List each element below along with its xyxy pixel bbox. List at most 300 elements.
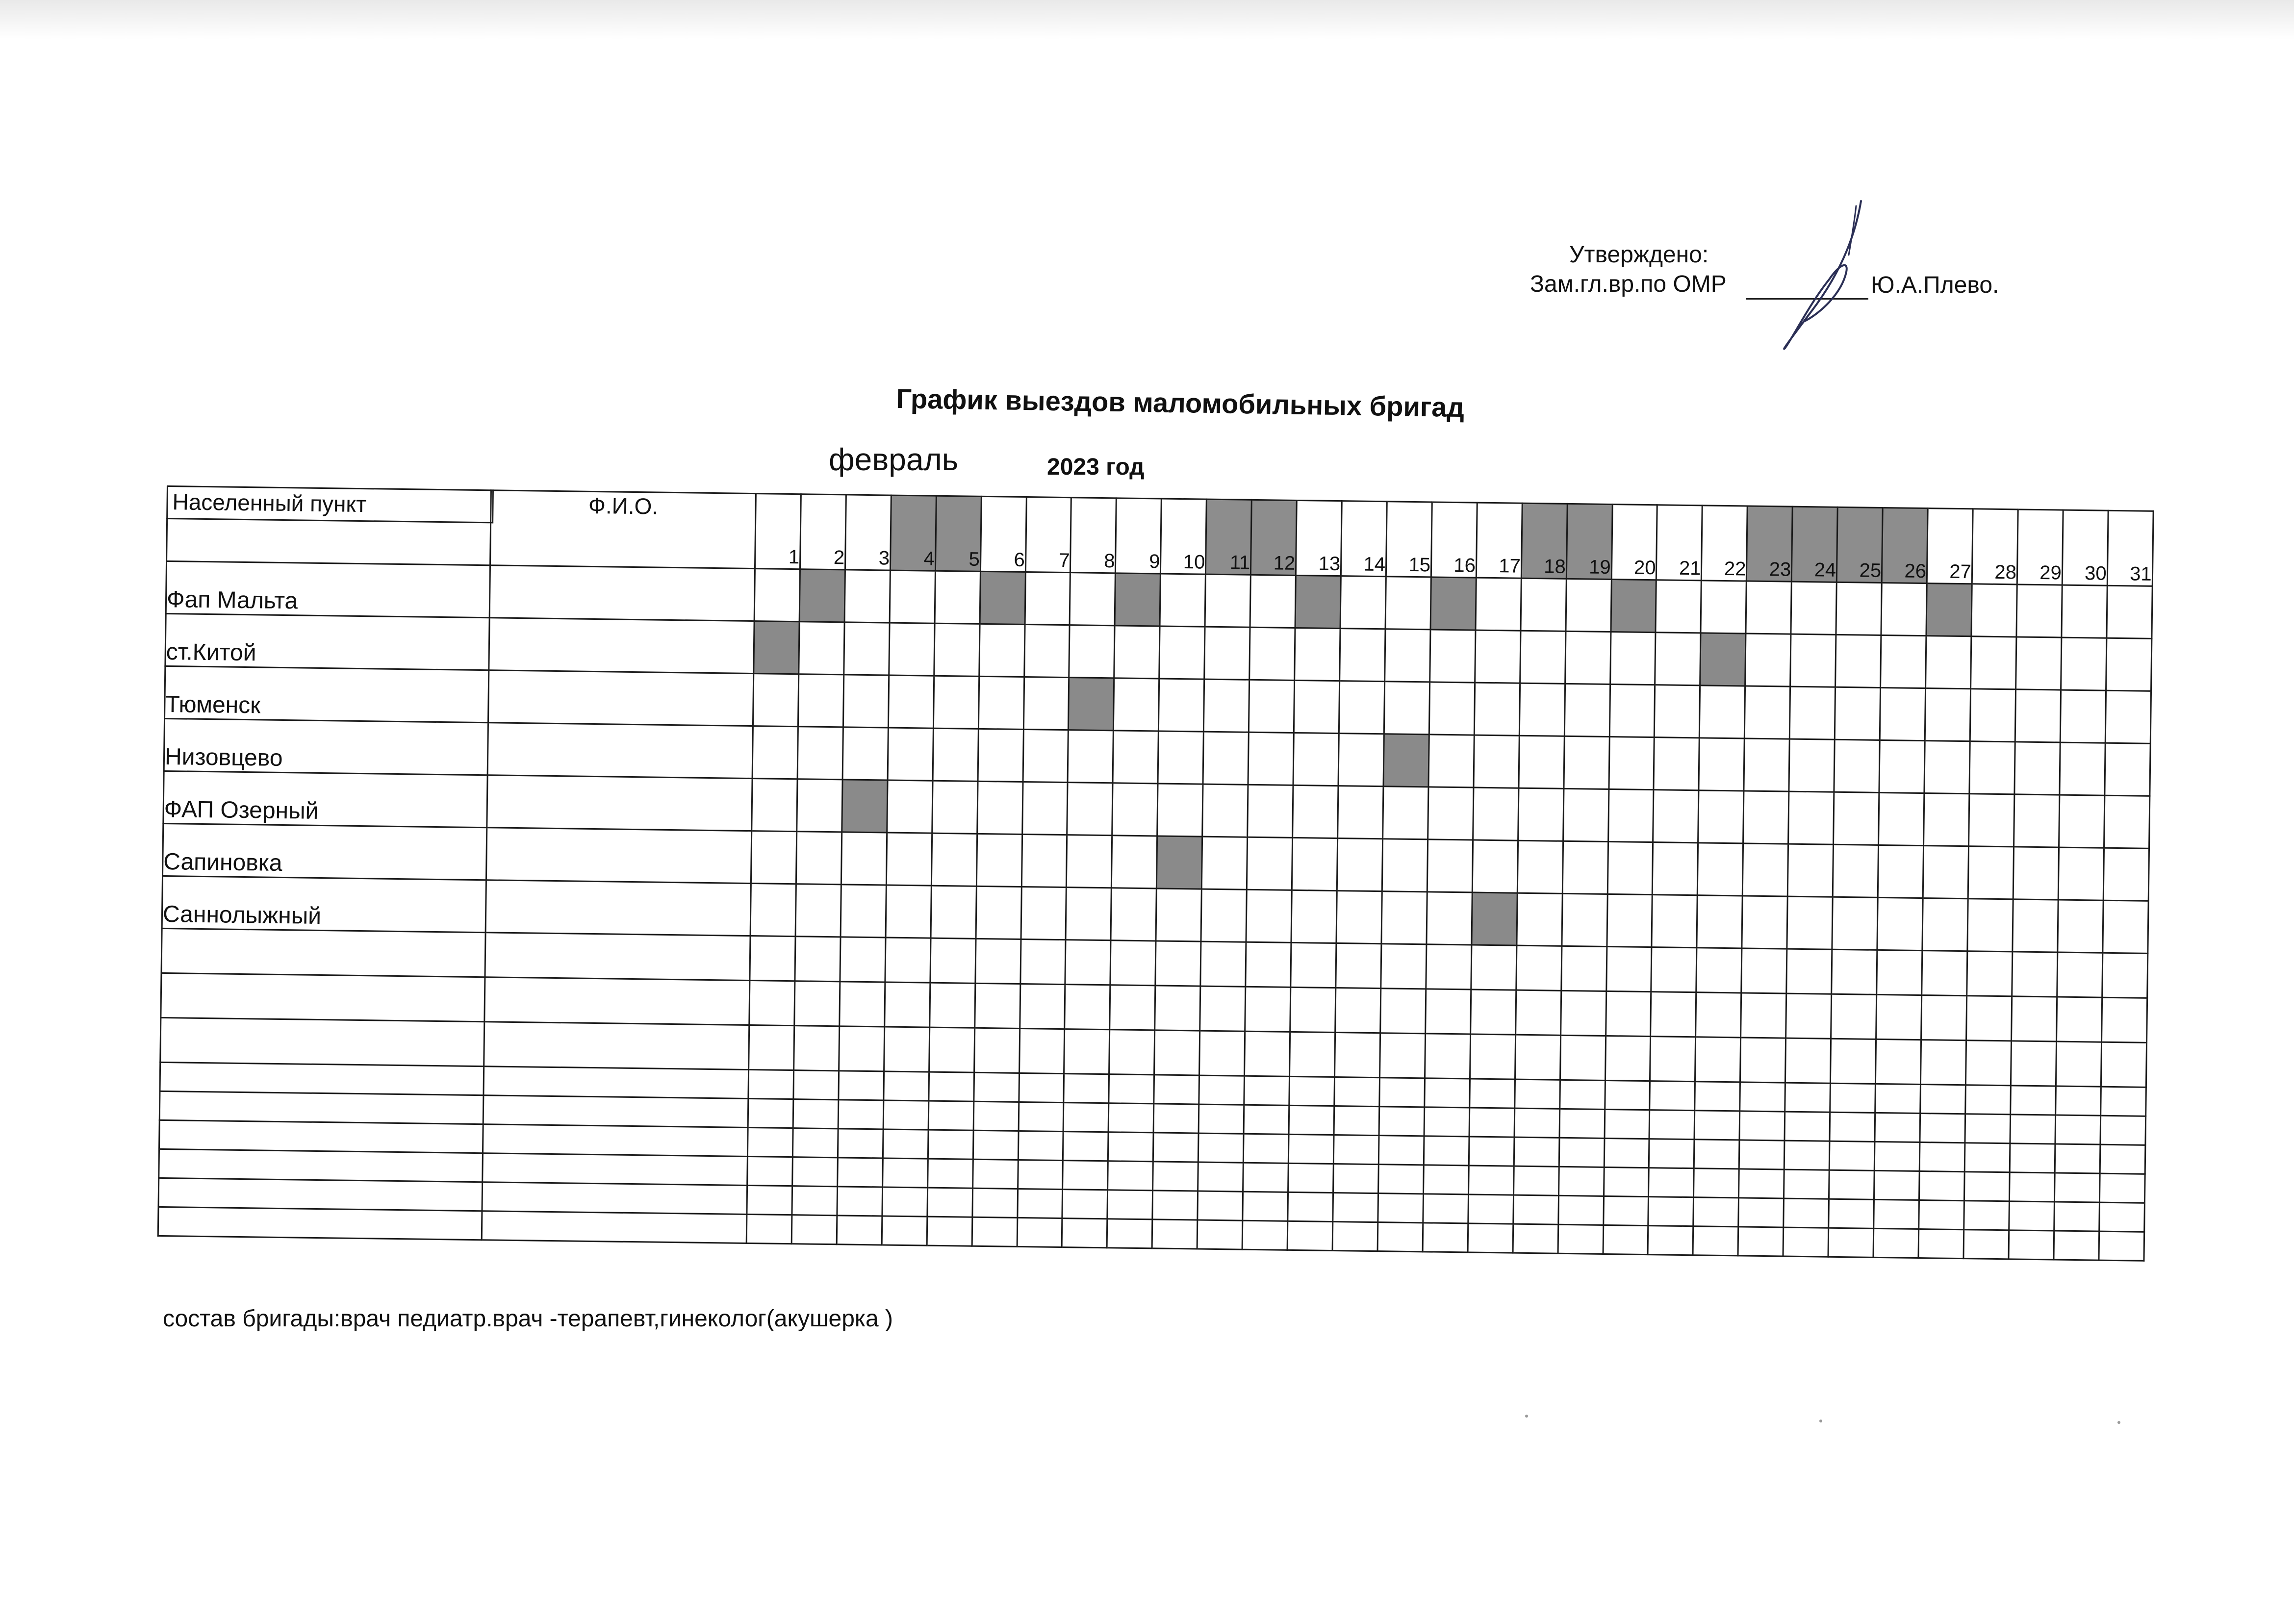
empty-cell [1876, 994, 1922, 1040]
visit-day-cell [1069, 678, 1114, 731]
day-cell [1787, 896, 1833, 949]
settlement-name: ст.Китой [165, 613, 489, 670]
empty-cell [1200, 986, 1246, 1031]
empty-cell [1920, 1040, 1966, 1085]
day-cell [2013, 899, 2058, 952]
empty-cell [1965, 1114, 2011, 1143]
fio-cell [489, 565, 755, 621]
day-header: 29 [2017, 509, 2063, 585]
day-header: 20 [1611, 505, 1657, 580]
day-cell [977, 781, 1022, 834]
empty-cell [1785, 1038, 1831, 1083]
day-header: 16 [1431, 502, 1477, 578]
day-cell [1971, 584, 2017, 637]
day-cell [1608, 737, 1654, 790]
empty-cell [1288, 1134, 1334, 1164]
empty-cell [1560, 1035, 1606, 1080]
empty-cell [1425, 989, 1471, 1034]
empty-cell [1649, 1139, 1695, 1168]
empty-cell [1244, 1076, 1290, 1105]
empty-cell [1965, 1040, 2011, 1086]
day-cell [1746, 581, 1791, 634]
empty-cell [1425, 1078, 1470, 1108]
empty-cell [1469, 1108, 1515, 1137]
empty-cell [747, 1156, 793, 1186]
settlement-name: Саннолыжный [162, 876, 486, 932]
scan-speck [1819, 1420, 1822, 1422]
empty-cell [1289, 1105, 1334, 1135]
day-cell [1473, 787, 1518, 840]
day-cell [1521, 578, 1566, 631]
empty-cell [1694, 1168, 1739, 1198]
empty-cell [1335, 988, 1381, 1033]
day-cell [797, 779, 842, 832]
day-cell [1474, 683, 1520, 736]
empty-cell [930, 938, 976, 983]
empty-cell [1245, 1031, 1290, 1076]
empty-cell [1739, 1140, 1785, 1169]
empty-cell [1064, 1103, 1109, 1132]
empty-cell [1513, 1166, 1559, 1195]
empty-cell [746, 1214, 792, 1243]
brigade-composition-note: состав бригады:врач педиатр.врач -терапевт,гинеколог(акушерка ) [163, 1306, 893, 1332]
settlement-name: ФАП Озерный [163, 771, 487, 827]
empty-cell [749, 1025, 794, 1070]
empty-cell [1423, 1194, 1469, 1223]
header-place: Населенный пункт [167, 486, 491, 565]
empty-cell [1561, 946, 1606, 991]
day-cell [1518, 788, 1563, 841]
empty-cell [929, 1072, 974, 1101]
day-header: 22 [1702, 506, 1748, 581]
empty-cell [927, 1159, 973, 1188]
settlement-name: Фап Мальта [166, 561, 490, 618]
day-cell [887, 780, 932, 833]
day-header: 15 [1386, 502, 1432, 577]
fio-cell [489, 618, 754, 674]
day-cell [1246, 889, 1292, 942]
day-header: 9 [1116, 498, 1162, 574]
day-cell [1204, 627, 1250, 680]
day-cell [1293, 785, 1338, 838]
empty-cell [1830, 1083, 1876, 1113]
scan-speck [2117, 1421, 2120, 1424]
empty-cell [1062, 1190, 1108, 1219]
schedule-table-wrapper [157, 485, 2153, 1305]
empty-cell [839, 1071, 884, 1100]
empty-cell [1649, 1168, 1694, 1197]
empty-cell [1694, 1140, 1740, 1169]
day-cell [2102, 900, 2148, 953]
empty-cell [1965, 1085, 2011, 1115]
day-cell [1112, 783, 1158, 836]
day-cell [1070, 573, 1116, 626]
visit-day-cell [1430, 577, 1476, 630]
empty-cell [1964, 1143, 2010, 1172]
empty-cell [483, 1095, 748, 1128]
day-cell [2016, 584, 2062, 637]
empty-cell [1739, 1111, 1785, 1141]
day-cell [1340, 576, 1386, 629]
empty-cell [1514, 1108, 1560, 1138]
empty-cell [1514, 1137, 1559, 1167]
empty-cell [1423, 1165, 1469, 1194]
day-header: 18 [1521, 503, 1567, 579]
day-cell [888, 675, 934, 728]
day-cell [1021, 834, 1067, 887]
day-cell [1652, 895, 1697, 948]
day-cell [931, 886, 976, 939]
empty-cell [484, 1022, 749, 1070]
empty-cell [1378, 1165, 1424, 1194]
empty-cell [1108, 1161, 1153, 1191]
empty-cell [1424, 1107, 1470, 1137]
day-cell [844, 570, 890, 623]
day-cell [1790, 634, 1836, 687]
day-header: 27 [1927, 508, 1973, 584]
empty-cell [1740, 1082, 1785, 1112]
empty-cell [1019, 1028, 1065, 1073]
day-header: 8 [1071, 498, 1117, 573]
empty-cell [837, 1158, 883, 1187]
empty-cell [1153, 1104, 1199, 1133]
empty-cell [2100, 1144, 2145, 1174]
day-cell [2059, 795, 2104, 848]
day-cell [2062, 585, 2107, 638]
visit-day-cell [1295, 575, 1341, 628]
day-cell [1880, 687, 1925, 740]
day-cell [841, 885, 886, 938]
day-cell [1698, 843, 1743, 896]
day-cell [1834, 792, 1879, 845]
settlement-name: Сапиновка [162, 823, 486, 880]
day-cell [1021, 887, 1067, 939]
empty-cell [1919, 1142, 1965, 1172]
day-header: 3 [845, 495, 891, 570]
empty-cell [2102, 953, 2147, 998]
fio-cell [488, 670, 753, 726]
day-cell [1924, 741, 1970, 794]
empty-cell [882, 1216, 927, 1245]
day-cell [978, 729, 1023, 782]
day-cell [1156, 888, 1201, 941]
day-cell [979, 624, 1024, 677]
empty-cell [975, 939, 1020, 984]
empty-cell [1200, 941, 1246, 987]
empty-cell [1470, 1034, 1515, 1079]
day-cell [844, 622, 890, 675]
day-cell [1700, 685, 1745, 738]
empty-cell [1740, 1038, 1786, 1083]
empty-cell [1110, 985, 1155, 1030]
empty-cell [1424, 1136, 1469, 1166]
day-cell [1925, 688, 1970, 741]
empty-cell [1829, 1170, 1875, 1199]
empty-cell [1604, 1138, 1650, 1167]
day-cell [1563, 788, 1608, 841]
empty-cell [2011, 996, 2057, 1041]
empty-cell [927, 1188, 973, 1217]
day-cell [1249, 680, 1294, 733]
empty-cell [1290, 1032, 1335, 1077]
day-cell [799, 622, 844, 675]
empty-cell [2010, 1086, 2056, 1115]
month-label: февраль [829, 442, 959, 477]
day-cell [1205, 574, 1250, 627]
empty-cell [161, 973, 485, 1021]
empty-cell [1333, 1193, 1378, 1222]
empty-cell [1333, 1164, 1379, 1193]
empty-cell [1696, 992, 1741, 1038]
empty-cell [2101, 997, 2147, 1042]
empty-cell [749, 981, 795, 1026]
empty-cell [1920, 1114, 1965, 1143]
empty-cell [1648, 1226, 1693, 1255]
day-cell [1653, 842, 1698, 895]
empty-cell [1155, 986, 1200, 1031]
empty-cell [2011, 1041, 2056, 1086]
day-header: 23 [1747, 506, 1793, 582]
day-cell [933, 676, 979, 729]
day-cell [1249, 627, 1295, 680]
empty-cell [1332, 1221, 1378, 1251]
empty-cell [158, 1207, 482, 1240]
empty-cell [1967, 951, 2013, 996]
day-cell [1607, 841, 1653, 894]
day-cell [1923, 846, 1968, 899]
empty-cell [929, 983, 975, 1028]
visit-day-cell [980, 571, 1025, 624]
day-header: 17 [1476, 503, 1522, 578]
day-cell [1067, 783, 1113, 836]
day-cell [886, 885, 931, 938]
day-cell [1606, 894, 1652, 947]
scan-speck [1525, 1415, 1528, 1418]
day-cell [888, 728, 933, 781]
day-cell [841, 832, 887, 885]
day-cell [1879, 792, 1924, 845]
empty-cell [160, 1017, 484, 1066]
empty-cell [1243, 1134, 1289, 1163]
empty-cell [1333, 1135, 1379, 1165]
empty-cell [1198, 1191, 1243, 1220]
day-cell [1476, 578, 1521, 631]
day-header: 21 [1657, 505, 1703, 581]
empty-cell [1019, 1073, 1064, 1102]
empty-cell [1288, 1163, 1334, 1193]
empty-cell [840, 937, 886, 982]
empty-cell [1695, 1037, 1741, 1082]
day-cell [2104, 795, 2149, 848]
day-cell [1201, 889, 1247, 942]
day-cell [1968, 794, 2014, 847]
empty-cell [1425, 1034, 1470, 1079]
empty-cell [837, 1187, 883, 1216]
empty-cell [1290, 987, 1336, 1032]
day-cell [1202, 837, 1248, 889]
day-cell [933, 728, 978, 781]
empty-cell [2100, 1116, 2146, 1145]
day-cell [1609, 685, 1655, 737]
empty-cell [2054, 1173, 2100, 1202]
empty-cell [1379, 1033, 1425, 1078]
day-cell [978, 676, 1024, 729]
empty-cell [1741, 948, 1787, 993]
empty-cell [1784, 1169, 1830, 1199]
day-cell [1610, 632, 1656, 685]
empty-cell [928, 1130, 973, 1159]
empty-cell [1829, 1141, 1875, 1170]
empty-cell [484, 1066, 749, 1099]
empty-cell [1242, 1220, 1288, 1250]
day-cell [1565, 631, 1610, 684]
document-title: График выездов маломобильных бригад [895, 382, 1465, 423]
day-cell [1566, 579, 1611, 632]
empty-cell [791, 1215, 837, 1244]
day-cell [1836, 582, 1882, 635]
day-cell [1381, 891, 1427, 944]
day-cell [1113, 731, 1158, 784]
empty-cell [747, 1185, 792, 1215]
empty-cell [884, 1071, 929, 1101]
empty-cell [159, 1149, 483, 1182]
empty-cell [793, 1070, 839, 1100]
day-header: 25 [1836, 507, 1883, 583]
empty-cell [158, 1178, 483, 1211]
empty-cell [1558, 1224, 1604, 1254]
fio-cell [486, 828, 751, 884]
day-cell [1292, 837, 1337, 890]
empty-cell [1245, 987, 1291, 1032]
empty-cell [2056, 1041, 2101, 1087]
day-cell [1745, 686, 1790, 739]
day-cell [935, 571, 980, 624]
day-cell [1697, 895, 1742, 948]
empty-cell [1695, 1082, 1740, 1111]
empty-cell [1377, 1222, 1423, 1252]
day-cell [1564, 684, 1610, 736]
day-cell [889, 623, 935, 676]
day-cell [2105, 743, 2150, 796]
day-cell [1340, 629, 1385, 682]
visit-day-cell [1610, 580, 1656, 633]
empty-cell [2099, 1231, 2144, 1261]
empty-cell [2009, 1201, 2055, 1231]
empty-cell [1514, 1079, 1560, 1109]
empty-cell [160, 1062, 484, 1095]
day-cell [1429, 630, 1475, 683]
day-cell [2060, 690, 2106, 743]
day-cell [976, 886, 1021, 939]
day-cell [1653, 790, 1699, 843]
empty-cell [1107, 1190, 1153, 1219]
empty-cell [1197, 1220, 1243, 1249]
empty-cell [1830, 1112, 1875, 1142]
day-cell [2105, 690, 2151, 743]
empty-cell [1109, 1074, 1154, 1104]
day-cell [934, 623, 979, 676]
day-cell [1834, 739, 1880, 792]
empty-cell [1019, 1102, 1064, 1131]
empty-cell [1784, 1112, 1830, 1141]
day-cell [1742, 896, 1787, 949]
day-cell [2058, 900, 2103, 953]
empty-cell [1470, 990, 1516, 1035]
empty-cell [1468, 1166, 1514, 1195]
empty-cell [885, 938, 931, 983]
empty-cell [1874, 1199, 1919, 1229]
day-cell [1248, 785, 1293, 837]
empty-cell [838, 1129, 883, 1158]
empty-cell [972, 1159, 1018, 1189]
empty-cell [2054, 1231, 2099, 1260]
empty-cell [1198, 1162, 1244, 1192]
day-cell [1204, 679, 1249, 732]
empty-cell [883, 1129, 928, 1159]
day-cell [1698, 790, 1744, 843]
empty-cell [1739, 1169, 1784, 1198]
visit-day-cell [1157, 836, 1202, 889]
day-cell [1922, 898, 1968, 951]
day-cell [1338, 734, 1384, 787]
empty-cell [1650, 1081, 1695, 1111]
empty-cell [1831, 994, 1877, 1039]
visit-day-cell [799, 569, 845, 622]
empty-cell [1829, 1199, 1874, 1228]
empty-cell [161, 928, 485, 977]
visit-day-cell [1472, 892, 1517, 945]
day-cell [1881, 583, 1927, 635]
day-cell [1562, 893, 1607, 946]
empty-cell [2057, 952, 2102, 997]
day-cell [1787, 844, 1833, 897]
empty-cell [1291, 942, 1336, 988]
day-cell [1250, 575, 1296, 628]
day-cell [750, 884, 796, 937]
empty-cell [2010, 1143, 2055, 1173]
empty-cell [1336, 943, 1381, 989]
day-cell [1294, 680, 1339, 733]
empty-cell [1468, 1194, 1514, 1224]
empty-cell [1918, 1229, 1964, 1259]
day-cell [1428, 735, 1474, 787]
empty-cell [1379, 1078, 1425, 1107]
day-header: 24 [1791, 507, 1837, 582]
day-header: 28 [1972, 509, 2018, 584]
empty-cell [2012, 952, 2058, 997]
empty-cell [1605, 1080, 1650, 1110]
empty-cell [750, 936, 795, 981]
day-cell [1114, 626, 1160, 679]
day-cell [842, 727, 888, 780]
empty-cell [1062, 1218, 1108, 1248]
empty-cell [483, 1153, 748, 1186]
day-cell [1789, 686, 1835, 739]
empty-cell [1334, 1077, 1380, 1107]
day-cell [1924, 793, 1969, 846]
day-cell [1385, 577, 1431, 630]
day-cell [1111, 888, 1156, 941]
day-cell [1069, 625, 1115, 678]
empty-cell [973, 1101, 1019, 1131]
empty-cell [1651, 992, 1696, 1037]
empty-cell [1604, 1167, 1649, 1196]
day-header: 12 [1251, 500, 1297, 575]
day-cell [2106, 638, 2151, 691]
empty-cell [793, 1099, 839, 1129]
day-cell [1025, 572, 1071, 625]
empty-cell [1152, 1219, 1198, 1249]
